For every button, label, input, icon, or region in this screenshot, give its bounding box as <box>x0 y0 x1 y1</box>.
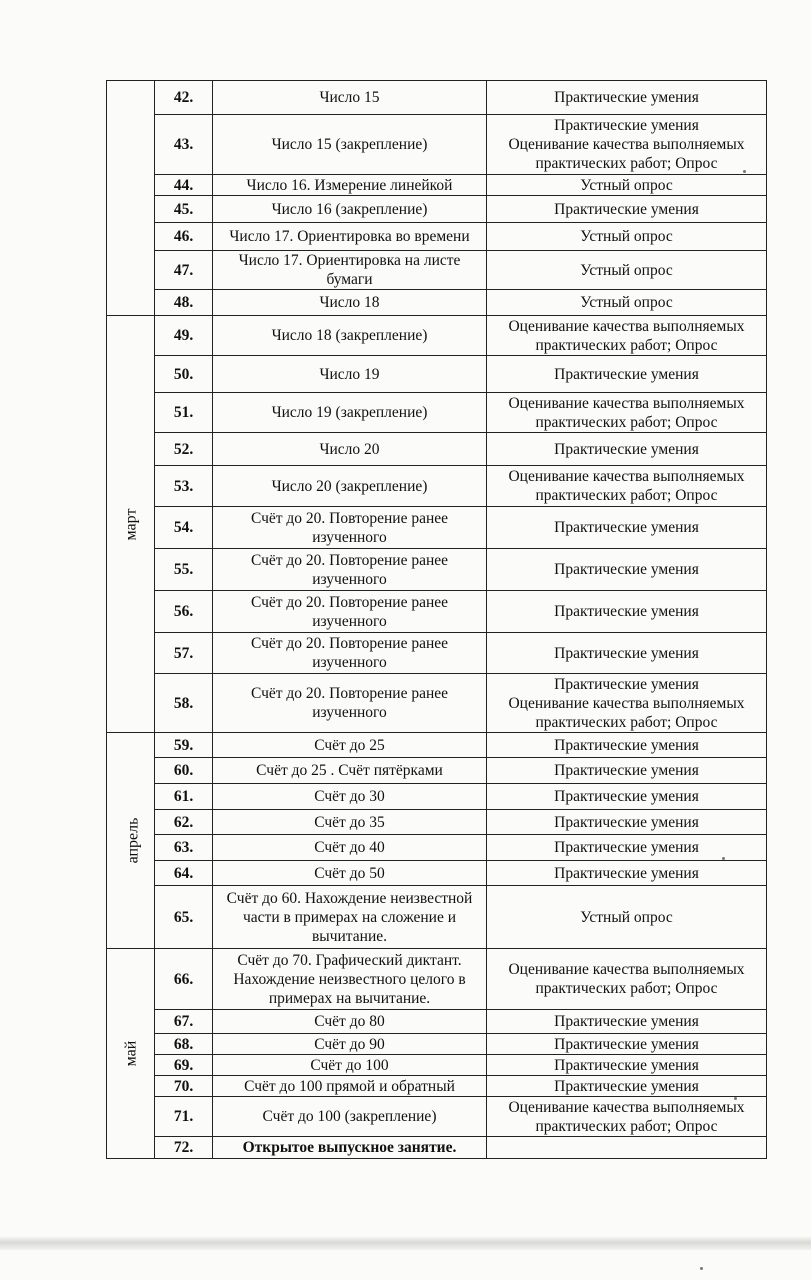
control-form <box>487 633 767 674</box>
control-form <box>487 466 767 507</box>
table-row <box>107 1137 767 1159</box>
lesson-number: 46. <box>155 223 213 251</box>
lesson-number: 45. <box>155 196 213 223</box>
table-row <box>107 784 767 810</box>
lesson-topic: Число 15 (закрепление) <box>213 115 487 175</box>
table-row <box>107 356 767 393</box>
lesson-number: 49. <box>155 316 213 356</box>
lesson-topic: Число 19 (закрепление) <box>213 393 487 433</box>
month-label: март <box>122 508 139 540</box>
control-form-line: Практические умения <box>554 561 699 578</box>
control-form <box>487 1034 767 1055</box>
lesson-number: 59. <box>155 733 213 758</box>
control-form <box>487 733 767 758</box>
month-label: май <box>122 1040 139 1067</box>
lesson-number: 62. <box>155 810 213 835</box>
table-row <box>107 393 767 433</box>
lesson-topic: Счёт до 25 <box>213 733 487 758</box>
lesson-number: 57. <box>155 633 213 674</box>
control-form <box>487 290 767 316</box>
lesson-topic: Счёт до 20. Повторение ранее изученного <box>213 633 487 674</box>
lesson-number: 64. <box>155 861 213 886</box>
lesson-number: 58. <box>155 674 213 733</box>
control-form-line: практических работ; Опрос <box>535 155 718 172</box>
lesson-number: 67. <box>155 1010 213 1034</box>
lesson-topic: Счёт до 80 <box>213 1010 487 1034</box>
control-form-line: Оценивание качества выполняемых <box>508 394 745 412</box>
table-row <box>107 507 767 549</box>
control-form <box>487 949 767 1010</box>
month-cell <box>107 316 155 733</box>
lesson-number: 44. <box>155 175 213 196</box>
table-row <box>107 886 767 949</box>
table-row <box>107 466 767 507</box>
lesson-number: 54. <box>155 507 213 549</box>
control-form <box>487 356 767 393</box>
control-form <box>487 835 767 861</box>
lesson-number: 72. <box>155 1137 213 1159</box>
lesson-number: 69. <box>155 1055 213 1076</box>
control-form-line: Устный опрос <box>580 228 673 245</box>
scan-speck <box>700 1267 703 1270</box>
control-form-line: Практические умения <box>554 603 699 620</box>
control-form-line: Практические умения <box>554 89 699 106</box>
month-cell <box>107 733 155 949</box>
lesson-topic: Счёт до 100 прямой и обратный <box>213 1076 487 1097</box>
table-row <box>107 196 767 223</box>
control-form <box>487 1097 767 1137</box>
control-form <box>487 1076 767 1097</box>
lesson-topic: Число 19 <box>213 356 487 393</box>
table-row <box>107 290 767 316</box>
control-form-line: практических работ; Опрос <box>535 487 718 504</box>
lesson-number: 50. <box>155 356 213 393</box>
lesson-number: 42. <box>155 81 213 115</box>
lesson-topic: Счёт до 20. Повторение ранее изученного <box>213 549 487 591</box>
control-form <box>487 758 767 784</box>
lesson-number: 43. <box>155 115 213 175</box>
control-form <box>487 549 767 591</box>
table-row <box>107 1076 767 1097</box>
control-form-line: Оценивание качества выполняемых <box>508 961 745 978</box>
table-row <box>107 175 767 196</box>
lesson-topic: Счёт до 60. Нахождение неизвестной части в примерах на сложение и вычитание. <box>213 886 487 949</box>
lesson-number: 55. <box>155 549 213 591</box>
control-form-line: Практические умения <box>554 788 699 805</box>
lesson-topic: Счёт до 90 <box>213 1034 487 1055</box>
control-form <box>487 674 767 733</box>
control-form-line: Практические умения <box>554 675 699 693</box>
control-form <box>487 81 767 115</box>
lesson-topic: Счёт до 20. Повторение ранее изученного <box>213 507 487 549</box>
lesson-number: 70. <box>155 1076 213 1097</box>
control-form <box>487 433 767 466</box>
control-form-line: Практические умения <box>554 864 699 882</box>
control-form-line: Оценивание качества выполняемых <box>508 1098 745 1116</box>
control-form-line: практических работ; Опрос <box>535 336 718 354</box>
month-cell-empty <box>107 81 155 316</box>
lesson-topic: Число 17. Ориентировка во времени <box>213 223 487 251</box>
control-form-line: практических работ; Опрос <box>535 980 718 997</box>
table-row <box>107 81 767 115</box>
lesson-number: 66. <box>155 949 213 1010</box>
table-row <box>107 1034 767 1055</box>
table-row <box>107 758 767 784</box>
control-form <box>487 196 767 223</box>
lesson-topic: Число 20 <box>213 433 487 466</box>
lesson-number: 52. <box>155 433 213 466</box>
control-form <box>487 1137 767 1159</box>
control-form <box>487 115 767 175</box>
table-row <box>107 733 767 758</box>
lesson-topic: Счёт до 70. Графический диктант. Нахождение неизвестного целого в примерах на вычитание. <box>213 949 487 1010</box>
control-form-line: Практические умения <box>554 736 699 754</box>
control-form <box>487 393 767 433</box>
control-form-line: Практические умения <box>554 1035 699 1053</box>
control-form-line: Практические умения <box>554 117 699 134</box>
table-row <box>107 251 767 290</box>
lesson-number: 48. <box>155 290 213 316</box>
control-form-line: Устный опрос <box>580 294 673 311</box>
control-form <box>487 1010 767 1034</box>
table-row <box>107 1055 767 1076</box>
control-form <box>487 175 767 196</box>
control-form-line: Устный опрос <box>580 261 673 279</box>
control-form <box>487 251 767 290</box>
lesson-topic: Счёт до 25 . Счёт пятёрками <box>213 758 487 784</box>
control-form <box>487 507 767 549</box>
lesson-number: 60. <box>155 758 213 784</box>
month-label: апрель <box>124 817 142 864</box>
control-form-line: Оценивание качества выполняемых <box>508 136 745 153</box>
lesson-number: 53. <box>155 466 213 507</box>
table-row <box>107 549 767 591</box>
control-form-line: Практические умения <box>554 1013 699 1030</box>
control-form-line: Практические умения <box>554 200 699 218</box>
table-row <box>107 674 767 733</box>
control-form-line: Устный опрос <box>580 176 673 194</box>
table-row <box>107 1097 767 1137</box>
lesson-topic: Число 18 <box>213 290 487 316</box>
lesson-number: 63. <box>155 835 213 861</box>
control-form <box>487 1055 767 1076</box>
control-form-line: практических работ; Опрос <box>535 413 718 431</box>
table-row <box>107 223 767 251</box>
lesson-number: 61. <box>155 784 213 810</box>
table-row <box>107 1010 767 1034</box>
lesson-number: 71. <box>155 1097 213 1137</box>
lesson-schedule-table <box>106 80 767 1159</box>
control-form <box>487 861 767 886</box>
table-row <box>107 316 767 356</box>
lesson-topic: Число 16 (закрепление) <box>213 196 487 223</box>
lesson-schedule-body <box>107 81 767 1159</box>
lesson-topic: Число 15 <box>213 81 487 115</box>
lesson-number: 65. <box>155 886 213 949</box>
control-form-line: Оценивание качества выполняемых <box>508 317 745 335</box>
control-form-line: Практические умения <box>554 1056 699 1074</box>
lesson-topic: Счёт до 40 <box>213 835 487 861</box>
control-form <box>487 886 767 949</box>
table-row <box>107 115 767 175</box>
page-bottom-edge <box>0 1236 811 1250</box>
control-form <box>487 591 767 633</box>
table-row <box>107 835 767 861</box>
lesson-number: 56. <box>155 591 213 633</box>
table-row <box>107 633 767 674</box>
control-form <box>487 810 767 835</box>
lesson-number: 68. <box>155 1034 213 1055</box>
control-form-line: Практические умения <box>554 813 699 831</box>
table-row <box>107 949 767 1010</box>
control-form-line: Оценивание качества выполняемых <box>508 468 745 485</box>
lesson-topic: Число 20 (закрепление) <box>213 466 487 507</box>
control-form <box>487 223 767 251</box>
lesson-number: 51. <box>155 393 213 433</box>
control-form <box>487 316 767 356</box>
control-form-line: Практические умения <box>554 839 699 856</box>
lesson-topic: Счёт до 35 <box>213 810 487 835</box>
lesson-topic: Счёт до 100 (закрепление) <box>213 1097 487 1137</box>
control-form <box>487 784 767 810</box>
table-row <box>107 433 767 466</box>
control-form-line: Практические умения <box>554 644 699 662</box>
table-row <box>107 861 767 886</box>
control-form-line: Практические умения <box>554 1077 699 1095</box>
lesson-topic: Число 16. Измерение линейкой <box>213 175 487 196</box>
month-cell <box>107 949 155 1159</box>
lesson-number: 47. <box>155 251 213 290</box>
table-row <box>107 591 767 633</box>
control-form-line: Устный опрос <box>580 908 673 926</box>
control-form-line: Практические умения <box>554 440 699 458</box>
control-form-line: Оценивание качества выполняемых <box>508 694 745 712</box>
control-form-line: Практические умения <box>554 519 699 536</box>
lesson-topic: Счёт до 20. Повторение ранее изученного <box>213 674 487 733</box>
lesson-topic: Счёт до 100 <box>213 1055 487 1076</box>
lesson-topic: Счёт до 20. Повторение ранее изученного <box>213 591 487 633</box>
lesson-topic: Счёт до 50 <box>213 861 487 886</box>
table-row <box>107 810 767 835</box>
control-form-line: Практические умения <box>554 365 699 383</box>
control-form-line: практических работ; Опрос <box>535 1117 718 1135</box>
lesson-topic: Счёт до 30 <box>213 784 487 810</box>
lesson-topic: Число 17. Ориентировка на листе бумаги <box>213 251 487 290</box>
lesson-topic: Открытое выпускное занятие. <box>213 1137 487 1159</box>
control-form-line: практических работ; Опрос <box>535 713 718 731</box>
control-form-line: Практические умения <box>554 762 699 779</box>
lesson-topic: Число 18 (закрепление) <box>213 316 487 356</box>
